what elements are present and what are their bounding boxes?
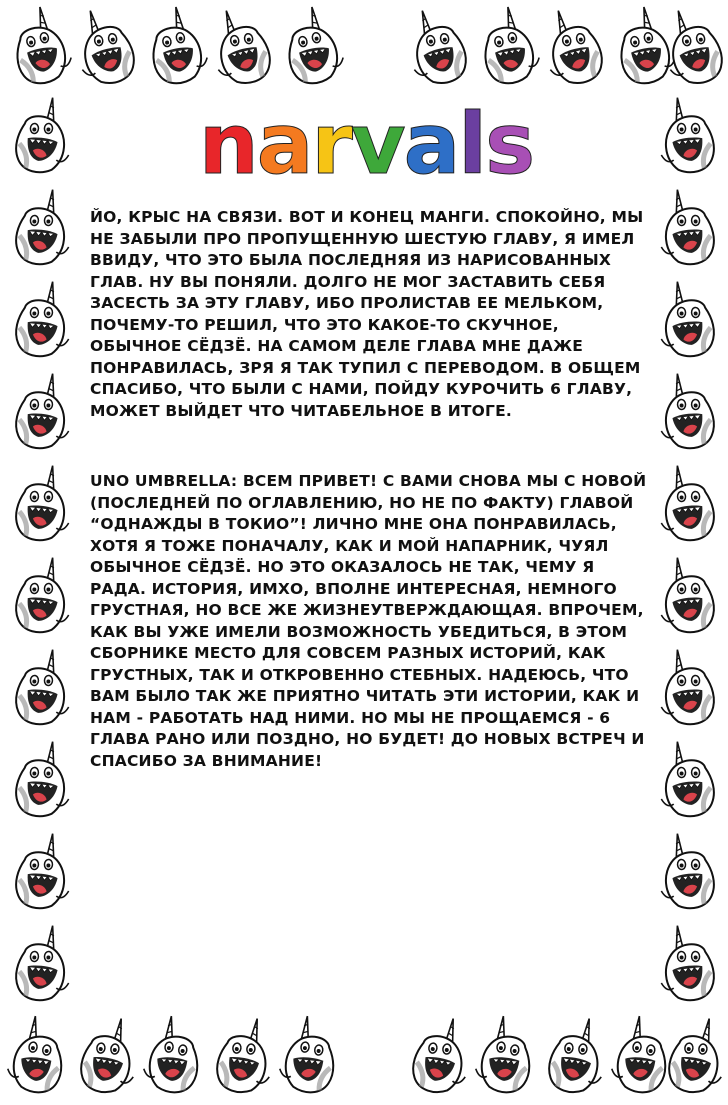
narwhal-icon [271,1011,351,1100]
title-letter: r [311,94,351,193]
narwhal-icon [3,185,78,270]
title-letter: s [485,94,534,193]
title-letter: n [198,94,257,193]
title-letter: a [403,94,459,193]
narwhal-icon [655,1011,728,1100]
narwhal-icon [3,645,78,730]
narwhal-icon [3,829,78,914]
title-letter: a [256,94,312,193]
narwhal-icon [3,461,78,546]
narwhal-icon [651,645,726,730]
narwhal-icon [651,185,726,270]
narwhal-icon [651,369,726,454]
narwhal-icon [651,461,726,546]
narwhal-icon [651,921,726,1006]
narwhal-icon [3,737,78,822]
narwhal-icon [651,829,726,914]
narwhal-icon [651,737,726,822]
page-title [116,96,616,191]
title-letter: v [350,94,404,193]
narwhal-icon [3,921,78,1006]
translator-note-paragraph: ЙО, КРЫС НА СВЯЗИ. ВОТ И КОНЕЦ МАНГИ. СПОКОЙНО, МЫ НЕ ЗАБЫЛИ ПРО ПРОПУЩЕННУЮ ШЕСТУЮ ГЛАВУ, Я ИМЕЛ ВВИДУ, ЧТО ЭТО БЫЛА ПОСЛЕДНЯЯ ИЗ НАРИСОВАННЫХ ГЛАВ. НУ ВЫ ПОНЯЛИ. ДОЛГО НЕ МОГ ЗАСТАВИТЬ СЕБЯ ЗАСЕСТЬ ЗА ЭТУ ГЛАВУ, ИБО ПРОЛИСТАВ ЕЕ МЕЛЬКОМ, ПОЧЕМУ-ТО РЕШИЛ, ЧТО ЭТО КАКОЕ-ТО СКУЧНОЕ, ОБЫЧНОЕ СЁДЗЁ. НА САМОМ ДЕЛЕ ГЛАВА МНЕ ДАЖЕ ПОНРАВИЛАСЬ, ЗРЯ Я ТАК ТУПИЛ С ПЕРЕВОДОМ. В ОБЩЕМ СПАСИБО, ЧТО БЫЛИ С НАМИ, ПОЙДУ КУРОЧИТЬ 6 ГЛАВУ, МОЖЕТ ВЫЙДЕТ ЧТО ЧИТАБЕЛЬНОЕ В ИТОГЕ. [90,208,644,420]
narwhal-icon [3,553,78,638]
title-letter: l [458,94,486,193]
editor-note-paragraph: UNO UMBRELLA: ВСЕМ ПРИВЕТ! С ВАМИ СНОВА МЫ С НОВОЙ (ПОСЛЕДНЕЙ ПО ОГЛАВЛЕНИЮ, НО НЕ ПО ФАКТУ) ГЛАВОЙ “ОДНАЖДЫ В ТОКИО”! ЛИЧНО МНЕ ОНА ПОНРАВИЛАСЬ, ХОТЯ Я ТОЖЕ ПОНАЧАЛУ, КАК И МОЙ НАПАРНИК, ЧУЯЛ ОБЫЧНОЕ СЁДЗЁ. НО ЭТО ОКАЗАЛОСЬ НЕ ТАК, ЧЕМУ Я РАДА. ИСТОРИЯ, ИМХО, ВПОЛНЕ ИНТЕРЕСНАЯ, НЕМНОГО ГРУСТНАЯ, НО ВСЕ ЖЕ ЖИЗНЕУТВЕРЖДАЮЩАЯ. ВПРОЧЕМ, КАК ВЫ УЖЕ ИМЕЛИ ВОЗМОЖНОСТЬ УБЕДИТЬСЯ, В ЭТОМ СБОРНИКЕ МЕСТО ДЛЯ СОВСЕМ РАЗНЫХ ИСТОРИЙ, КАК ГРУСТНЫХ, ТАК И ОТКРОВЕННО СТЕБНЫХ. НАДЕЮСЬ, ЧТО ВАМ БЫЛО ТАК ЖЕ ПРИЯТНО ЧИТАТЬ ЭТИ ИСТОРИИ, КАК И НАМ - РАБОТАТЬ НАД НИМИ. НО МЫ НЕ ПРОЩАЕМСЯ - 6 ГЛАВА РАНО ИЛИ ПОЗДНО, НО БУДЕТ! ДО НОВЫХ ВСТРЕЧ И СПАСИБО ЗА ВНИМАНИЕ! [90,472,647,770]
narwhal-icon [651,93,726,178]
narwhal-icon [3,93,78,178]
narwhal-icon [651,277,726,362]
narwhal-icon [651,553,726,638]
narwhal-icon [3,369,78,454]
narwhal-icon [3,277,78,362]
